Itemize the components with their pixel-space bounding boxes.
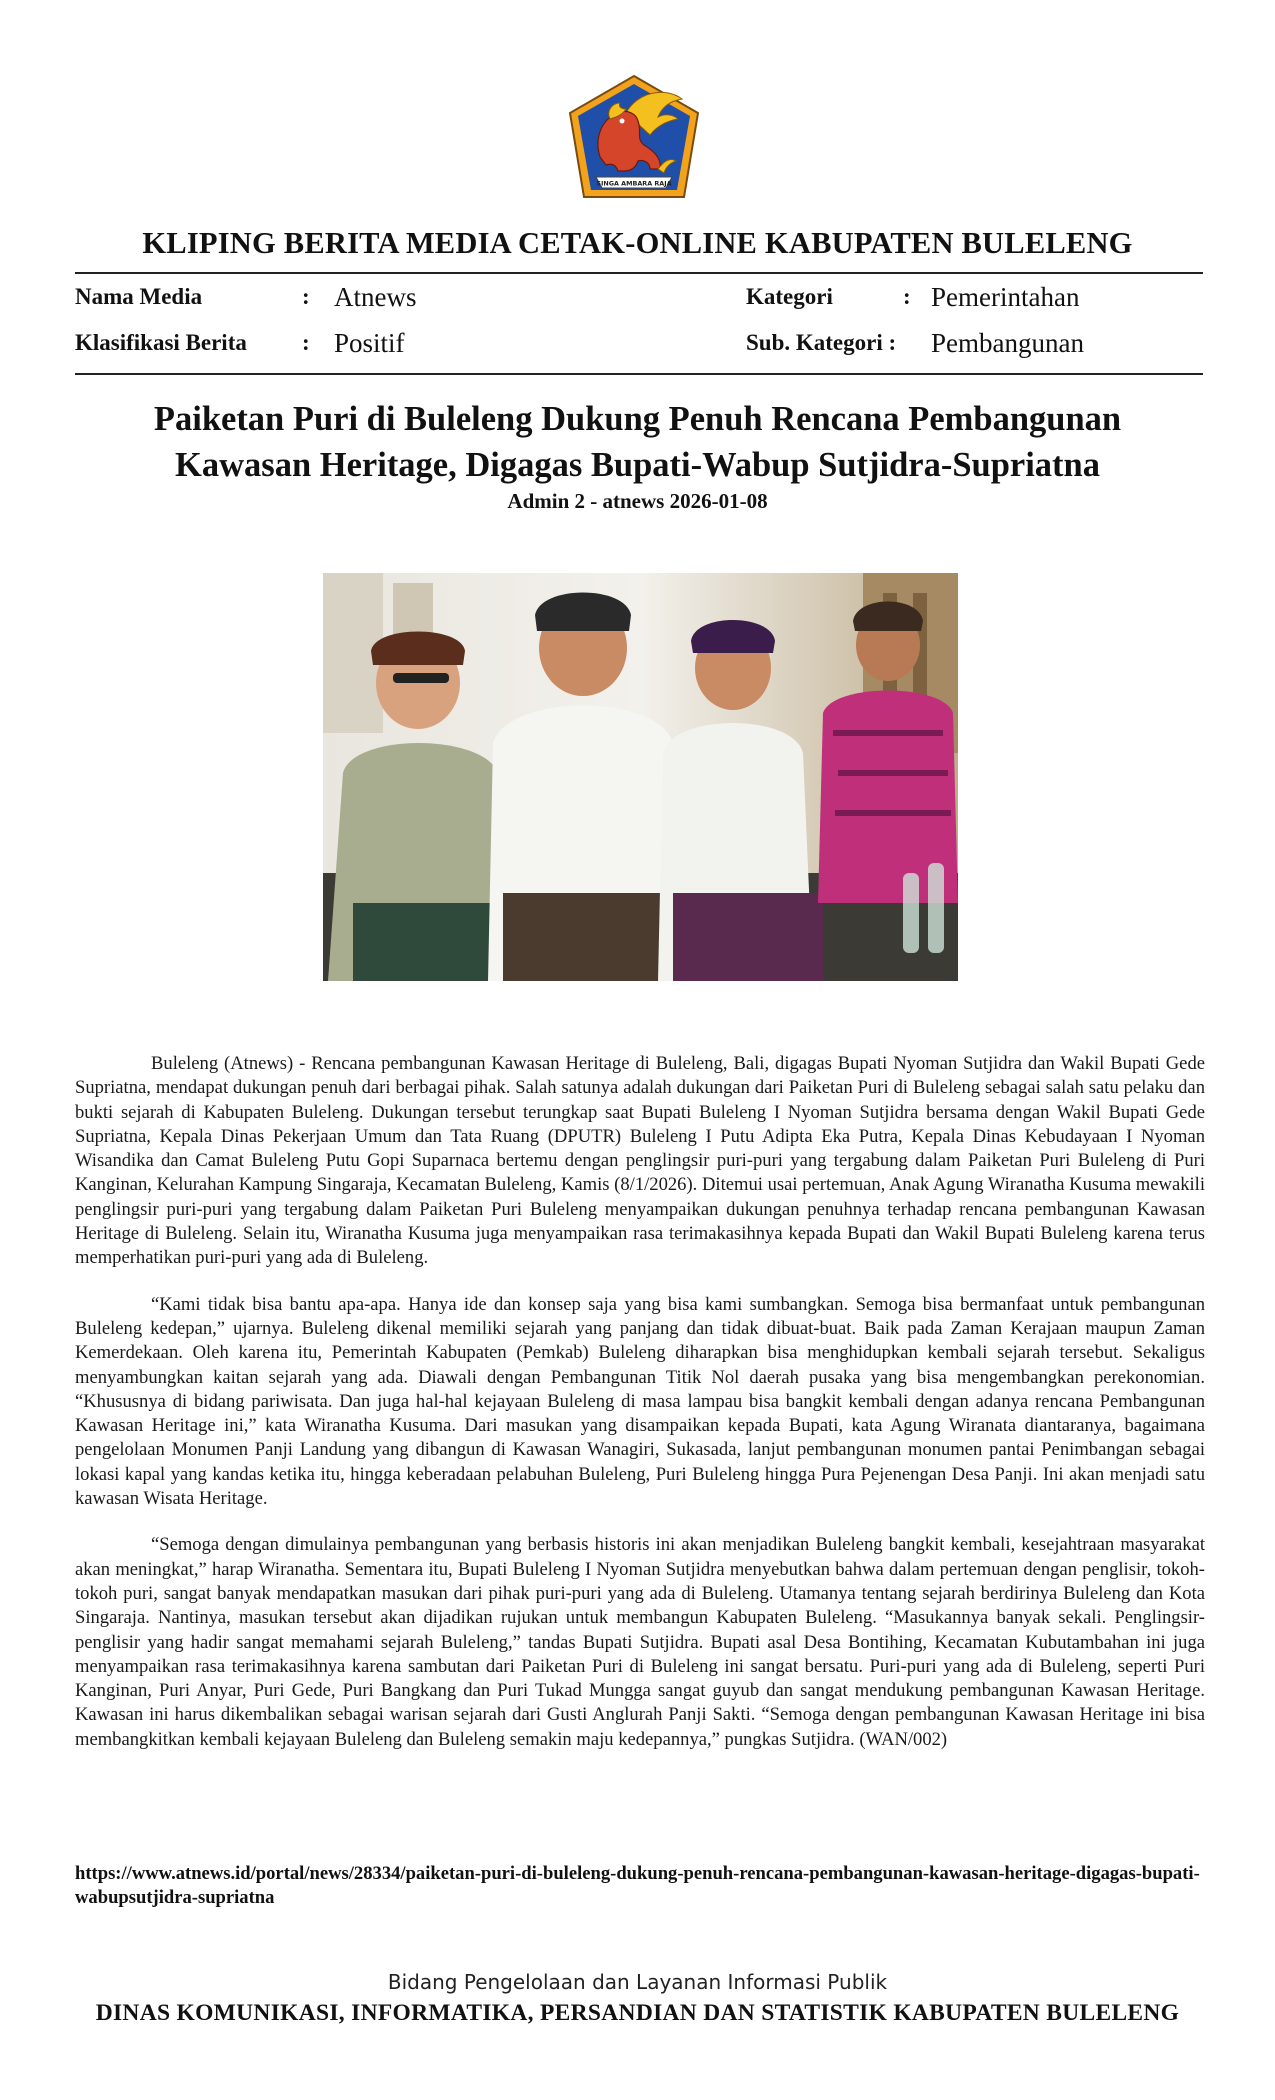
media-name-label: Nama Media xyxy=(75,284,203,309)
footer-agency: DINAS KOMUNIKASI, INFORMATIKA, PERSANDIAN DAN STATISTIK KABUPATEN BULELENG xyxy=(95,2000,1180,2026)
article-body xyxy=(75,1052,1205,1774)
media-name-value: Atnews xyxy=(334,282,417,312)
meeting-photo-illustration xyxy=(323,573,958,981)
article-byline: Admin 2 - atnews 2026-01-08 xyxy=(507,489,768,513)
header-divider-top xyxy=(75,272,1203,274)
klasifikasi-value: Positif xyxy=(334,328,405,358)
klasifikasi-label: Klasifikasi Berita xyxy=(75,330,247,355)
subkategori-value: Pembangunan xyxy=(931,328,1084,358)
klasifikasi-separator: : xyxy=(302,330,310,355)
kategori-value: Pemerintahan xyxy=(931,282,1080,312)
kategori-separator: : xyxy=(903,284,911,309)
clipping-header-title: KLIPING BERITA MEDIA CETAK-ONLINE KABUPATEN BULELENG xyxy=(142,226,1133,260)
singa-ambara-raja-crest-icon xyxy=(566,73,702,203)
article-paragraph: Buleleng (Atnews) - Rencana pembangunan Kawasan Heritage di Buleleng, Bali, digagas Bupati Nyoman Sutjidra dan Wakil Bupati Gede Supriatna, mendapat dukungan penuh dari berbagai pihak. Salah satunya adalah dukungan dari Paiketan Puri di Buleleng sebagai salah satu pelaku dan bukti sejarah di Kabupaten Buleleng. Dukungan tersebut terungkap saat Bupati Buleleng I Nyoman Sutjidra bersama dengan Wakil Bupati Gede Supriatna, Kepala Dinas Pekerjaan Umum dan Tata Ruang (DPUTR) Buleleng I Putu Adipta Eka Putra, Kepala Dinas Kebudayaan I Nyoman Wisandika dan Camat Buleleng Putu Gopi Suparnaca bertemu dengan penglingsir puri-puri yang tergabung dalam Paiketan Puri Buleleng di Puri Kanginan, Kelurahan Kampung Singaraja, Kecamatan Buleleng, Kamis (8/1/2026). Ditemui usai pertemuan, Anak Agung Wiranatha Kusuma mewakili penglingsir puri-puri yang tergabung dalam Paiketan Puri Buleleng menyampaikan dukungan penuhnya terhadap rencana pembangunan Kawasan Heritage di Buleleng. Selain itu, Wiranatha Kusuma juga menyampaikan rasa terimakasihnya kepada Bupati dan Wakil Bupati Buleleng karena terus memperhatikan puri-puri yang ada di Buleleng. xyxy=(75,1053,1205,1269)
article-paragraph: “Semoga dengan dimulainya pembangunan yang berbasis historis ini akan menjadikan Buleleng bangkit kembali, kesejahtraan masyarakat akan meningkat,” harap Wiranatha. Sementara itu, Bupati Buleleng I Nyoman Sutjidra menyebutkan bahwa dalam pertemuan dengan penglisir, tokoh-tokoh puri, sangat banyak mendapatkan masukan dari pihak puri-puri yang ada di Buleleng. Utamanya tentang sejarah berdirinya Buleleng dan Kota Singaraja. Nantinya, masukan tersebut akan dijadikan rujukan untuk membangun Kabupaten Buleleng. “Masukannya banyak sekali. Penglingsir-penglisir yang hadir sangat memahami sejarah Buleleng,” tandas Bupati Sutjidra. Bupati asal Desa Bontihing, Kecamatan Kubutambahan ini juga menyampaikan rasa terimakasihnya karena sambutan dari Paiketan Puri di Buleleng ini sangat bersatu. Puri-puri yang ada di Buleleng, seperti Puri Kanginan, Puri Anyar, Puri Gede, Puri Bangkang dan Puri Tukad Mungga sangat guyub dan sangat mendukung pembangunan Kawasan Heritage. Kawasan ini harus dikembalikan sebagai warisan sejarah dari Gusti Anglurah Panji Sakti. “Semoga dengan pembangunan Kawasan Heritage ini bisa membangkitkan kembali kejayaan Buleleng dan Buleleng semakin maju kedepannya,” pungkas Sutjidra. (WAN/002) xyxy=(75,1534,1205,1750)
kategori-label: Kategori xyxy=(746,284,833,309)
buleleng-crest-logo xyxy=(566,73,702,203)
subkategori-label: Sub. Kategori : xyxy=(746,330,897,355)
media-name-separator: : xyxy=(302,284,310,309)
article-title xyxy=(60,396,1215,488)
article-title-line-1: Paiketan Puri di Buleleng Dukung Penuh Rencana Pembangunan xyxy=(153,400,1122,438)
footer-division: Bidang Pengelolaan dan Layanan Informasi Publik xyxy=(387,1970,888,1994)
source-url-link[interactable]: https://www.atnews.id/portal/news/28334/paiketan-puri-di-buleleng-dukung-penuh-rencana-pembangunan-kawasan-heritage-digagas-bupati-wabupsutjidra-supriatna xyxy=(75,1863,1200,1909)
article-title-line-2: Kawasan Heritage, Digagas Bupati-Wabup Sutjidra-Supriatna xyxy=(175,446,1100,484)
article-photo xyxy=(323,573,958,981)
header-divider-bottom xyxy=(75,373,1203,375)
article-paragraph: “Kami tidak bisa bantu apa-apa. Hanya ide dan konsep saja yang bisa kami sumbangkan. Semoga bisa bermanfaat untuk pembangunan Buleleng kedepan,” ujarnya. Buleleng dikenal memiliki sejarah yang panjang dan tidak dibuat-buat. Baik pada Zaman Kerajaan maupun Zaman Kemerdekaan. Oleh karena itu, Pemerintah Kabupaten (Pemkab) Buleleng diharapkan bisa menghidupkan kembali sejarah tersebut. Sekaligus menyambungkan kaitan sejarah yang ada. Diawali dengan Pembangunan Titik Nol daerah pusaka yang bisa mengembangkan perekonomian. “Khususnya di bidang pariwisata. Dan juga hal-hal kejayaan Buleleng di masa lampau bisa bangkit kembali dengan adanya rencana Pembangunan Kawasan Heritage ini,” kata Wiranatha Kusuma. Dari masukan yang disampaikan kepada Bupati, kata Agung Wiranata diantaranya, bagaimana pengelolaan Monumen Panji Landung yang dibangun di Kawasan Wanagiri, Sukasada, lanjut pembangunan monumen pantai Penimbangan sebagai lokasi kapal yang kandas ketika itu, hingga keberadaan pelabuhan Buleleng, Puri Buleleng hingga Pura Pejenengan Desa Panji. Ini akan menjadi satu kawasan Wisata Heritage. xyxy=(75,1293,1205,1510)
svg-text:SINGA AMBARA RAJA: SINGA AMBARA RAJA xyxy=(596,179,672,188)
